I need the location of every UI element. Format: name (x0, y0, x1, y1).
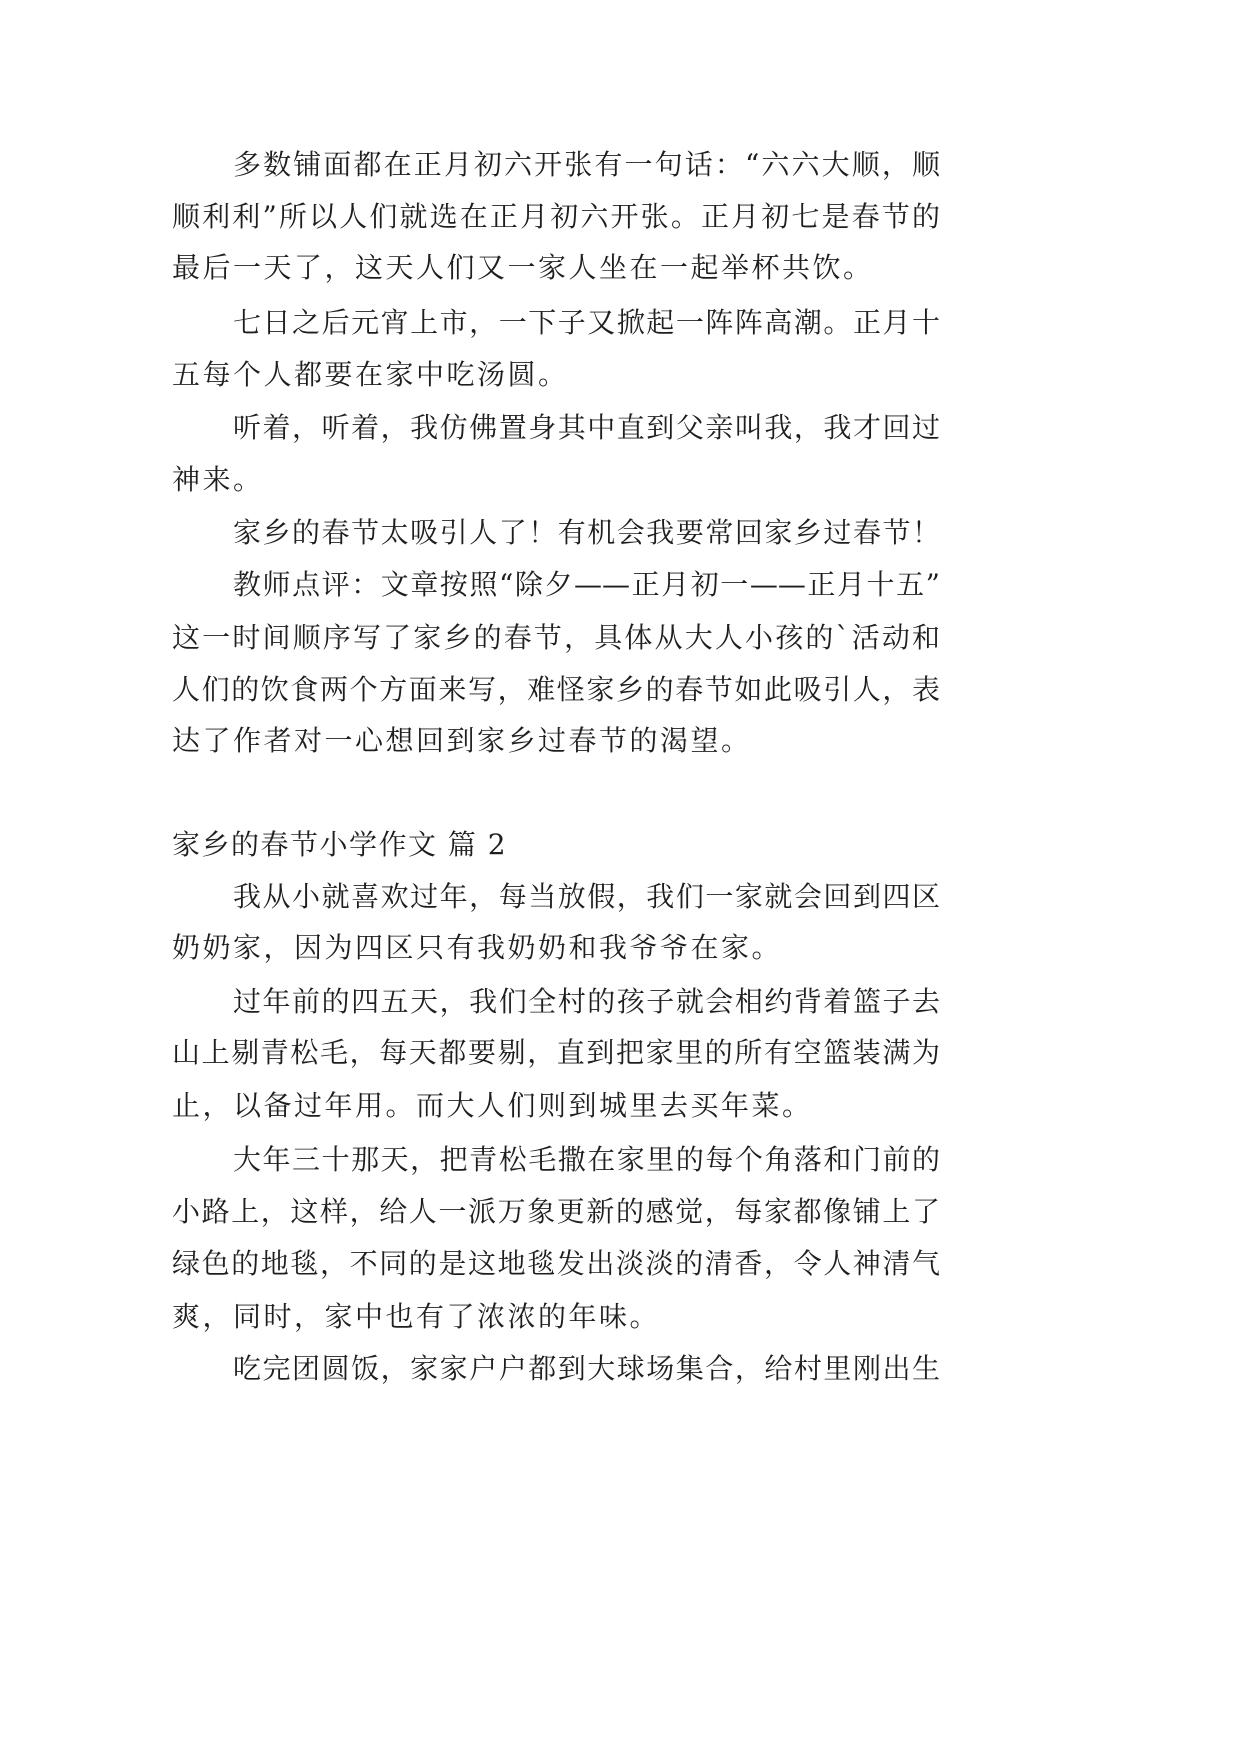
text-line: 五每个人都要在家中吃汤圆。 (172, 358, 569, 391)
text-line: 听着，听着，我仿佛置身其中直到父亲叫我，我才回过 (233, 411, 940, 444)
text-line: 顺利利”所以人们就选在正月初六开张。正月初七是春节的 (172, 200, 940, 233)
text-line: 七日之后元宵上市，一下子又掀起一阵阵高潮。正月十 (233, 306, 940, 339)
text-line: 人们的饮食两个方面来写，难怪家乡的春节如此吸引人，表 (172, 673, 940, 706)
section-heading: 家乡的春节小学作文 篇 2 (172, 828, 508, 861)
text-line: 奶奶家，因为四区只有我奶奶和我爷爷在家。 (172, 931, 783, 964)
text-line: 最后一天了，这天人们又一家人坐在一起举杯共饮。 (172, 251, 874, 284)
text-line: 小路上，这样，给人一派万象更新的感觉，每家都像铺上了 (172, 1195, 940, 1228)
text-line: 这一时间顺序写了家乡的春节，具体从大人小孩的`活动和 (172, 621, 940, 654)
text-line: 达了作者对一心想回到家乡过春节的渴望。 (172, 724, 752, 757)
text-line: 多数铺面都在正月初六开张有一句话：“六六大顺，顺 (233, 148, 940, 181)
text-line: 山上剔青松毛，每天都要剔，直到把家里的所有空篮装满为 (172, 1036, 940, 1069)
text-line: 我从小就喜欢过年，每当放假，我们一家就会回到四区 (233, 880, 940, 913)
text-line: 家乡的春节太吸引人了！有机会我要常回家乡过春节！ (233, 516, 940, 549)
text-line: 过年前的四五天，我们全村的孩子就会相约背着篮子去 (233, 985, 940, 1018)
text-line: 爽，同时，家中也有了浓浓的年味。 (172, 1300, 661, 1333)
text-line: 大年三十那天，把青松毛撒在家里的每个角落和门前的 (233, 1143, 940, 1176)
text-line: 绿色的地毯，不同的是这地毯发出淡淡的清香，令人神清气 (172, 1247, 940, 1280)
text-line: 吃完团圆饭，家家户户都到大球场集合，给村里刚出生 (233, 1352, 940, 1385)
text-line: 神来。 (172, 463, 264, 496)
text-line: 教师点评：文章按照“除夕——正月初一——正月十五” (233, 568, 940, 601)
text-line: 止，以备过年用。而大人们则到城里去买年菜。 (172, 1089, 813, 1122)
